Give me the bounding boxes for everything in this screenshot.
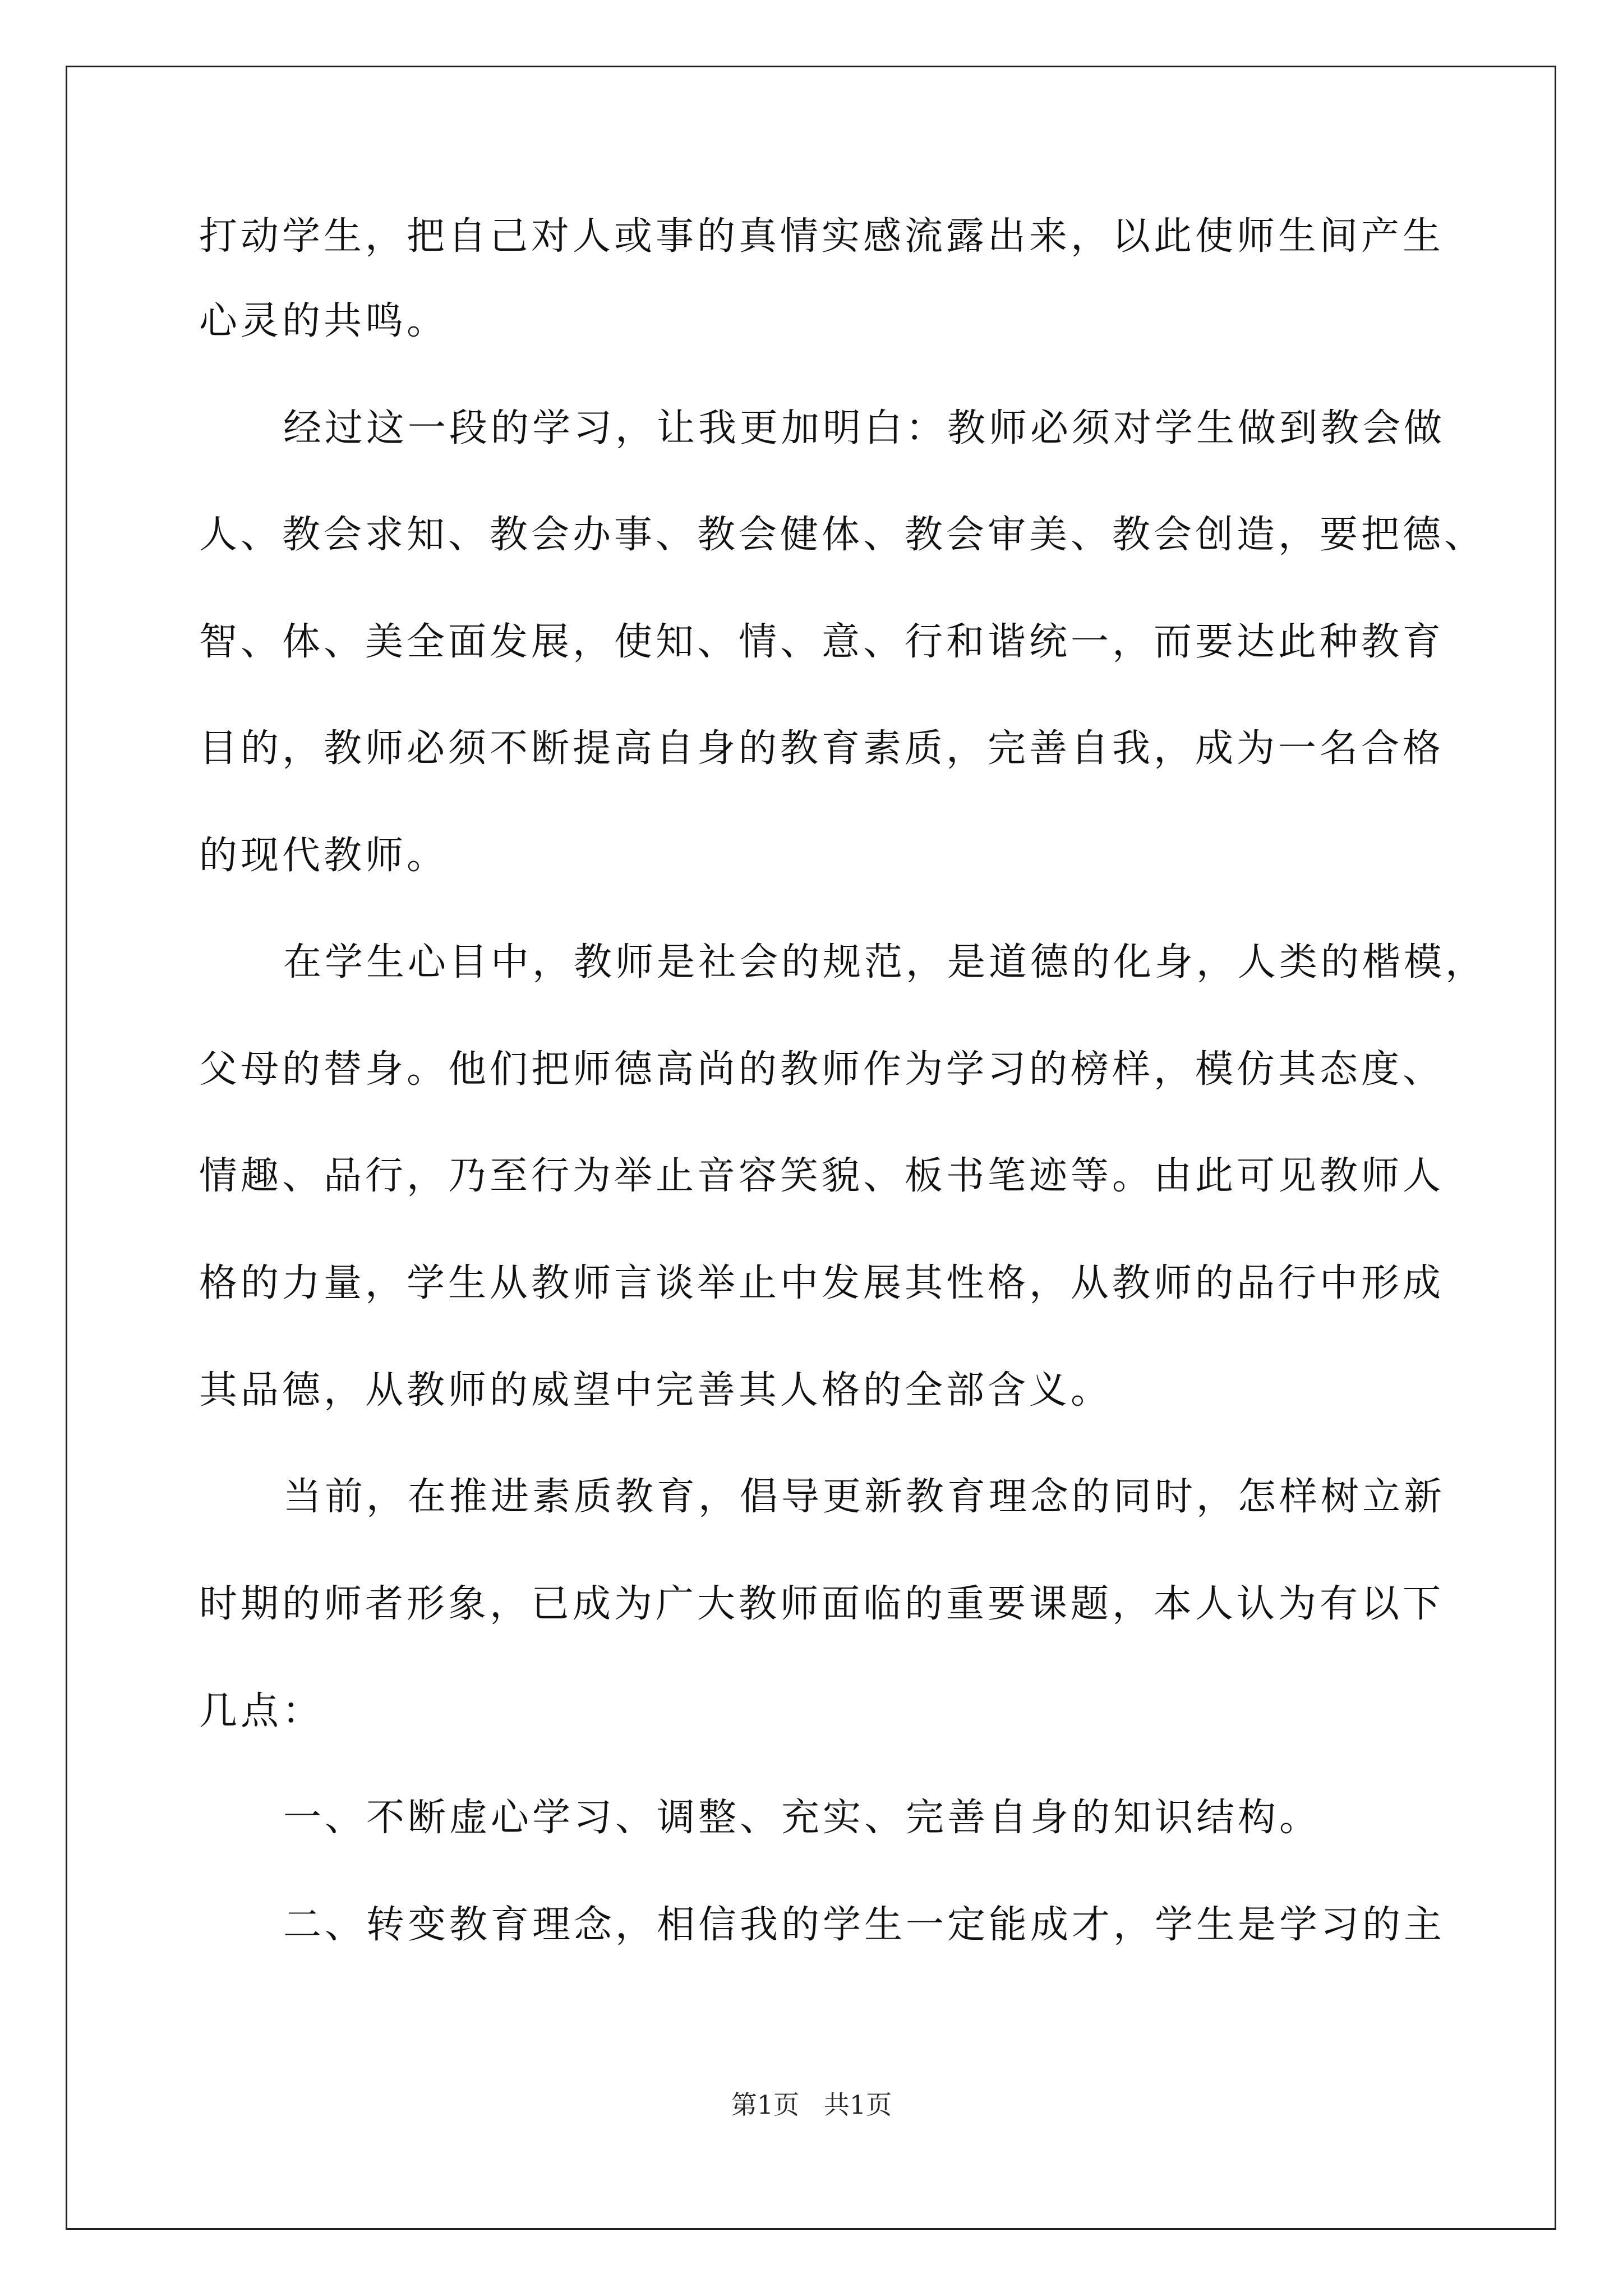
text-line: 的现代教师。 bbox=[199, 834, 449, 878]
text-line: 人、教会求知、教会办事、教会健体、教会审美、教会创造，要把德、 bbox=[199, 513, 1486, 557]
text-line: 时期的师者形象，已成为广大教师面临的重要课题，本人认为有以下 bbox=[199, 1582, 1445, 1626]
text-line: 其品德，从教师的威望中完善其人格的全部含义。 bbox=[199, 1368, 1113, 1412]
text-line: 格的力量，学生从教师言谈举止中发展其性格，从教师的品行中形成 bbox=[199, 1261, 1445, 1305]
text-line: 几点： bbox=[199, 1689, 324, 1733]
page-footer: 第1页 共1页 bbox=[731, 2090, 892, 2120]
text-line: 一、不断虚心学习、调整、充实、完善自身的知识结构。 bbox=[283, 1796, 1321, 1840]
text-line: 经过这一段的学习，让我更加明白：教师必须对学生做到教会做 bbox=[283, 406, 1446, 450]
text-line: 打动学生，把自己对人或事的真情实感流露出来，以此使师生间产生 bbox=[199, 214, 1445, 259]
text-line: 心灵的共鸣。 bbox=[199, 299, 449, 343]
text-line: 父母的替身。他们把师德高尚的教师作为学习的榜样，模仿其态度、 bbox=[199, 1047, 1445, 1092]
text-line: 当前，在推进素质教育，倡导更新教育理念的同时，怎样树立新 bbox=[283, 1475, 1446, 1519]
text-line: 智、体、美全面发展，使知、情、意、行和谐统一，而要达此种教育 bbox=[199, 620, 1445, 664]
text-line: 二、转变教育理念，相信我的学生一定能成才，学生是学习的主 bbox=[283, 1903, 1446, 1947]
text-line: 目的，教师必须不断提高自身的教育素质，完善自我，成为一名合格 bbox=[199, 726, 1445, 771]
text-line: 情趣、品行，乃至行为举止音容笑貌、板书笔迹等。由此可见教师人 bbox=[199, 1154, 1445, 1198]
text-line: 在学生心目中，教师是社会的规范，是道德的化身，人类的楷模， bbox=[283, 940, 1487, 984]
